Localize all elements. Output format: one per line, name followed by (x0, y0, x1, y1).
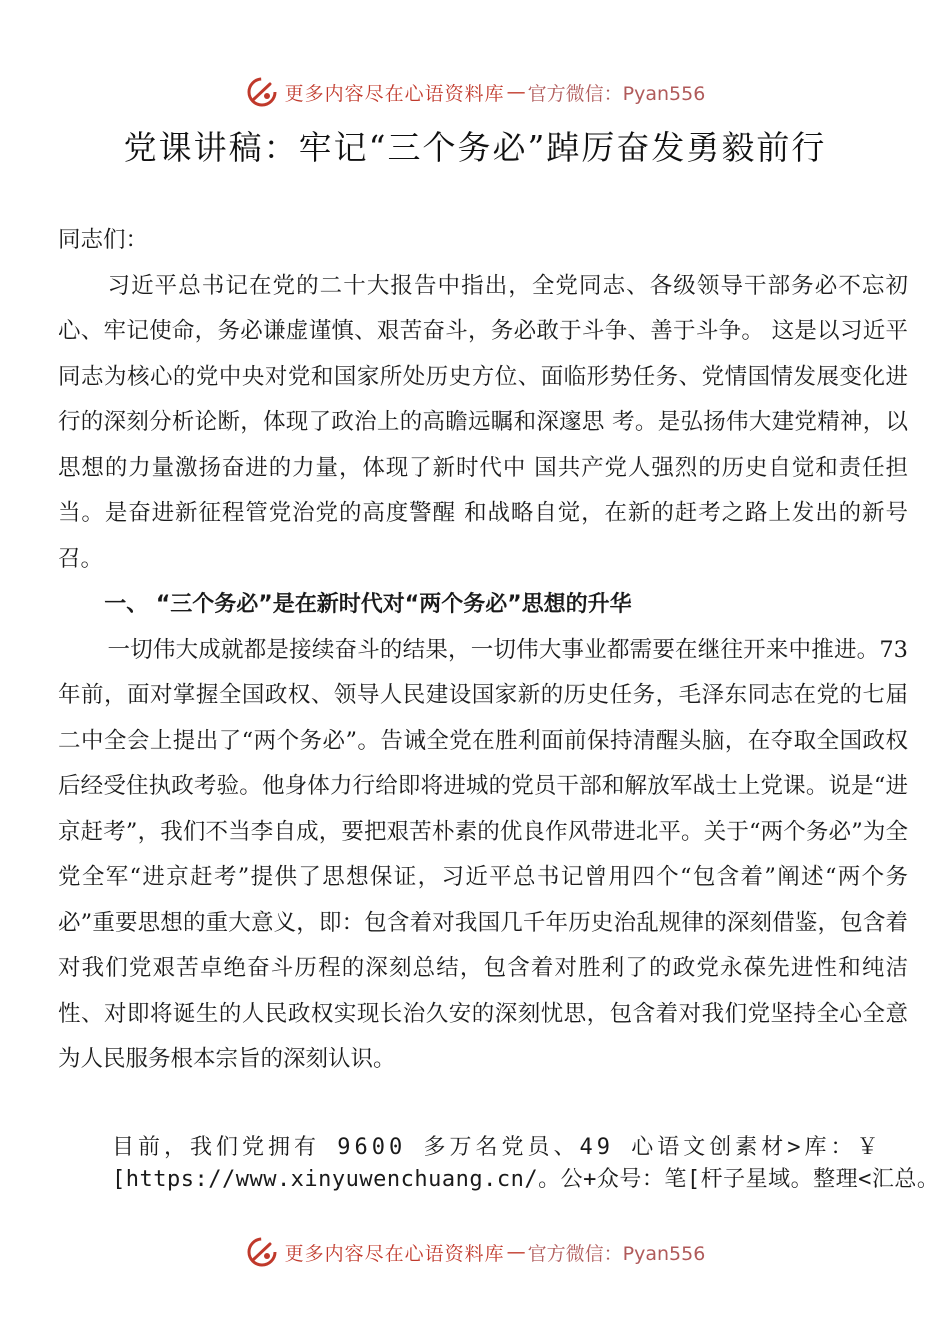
header-watermark-banner (0, 72, 950, 112)
tail-text (112, 1132, 950, 1196)
paragraph-2: 一切伟大成就都是接续奋斗的结果，一切伟大事业都需要在继往开来中推进。73 年前，面对掌握全国政权、领导人民建设国家新的历史任务，毛泽东同志在党的七届二中全会上提出了“两个务必”。告诫全党在胜利面前保持清醒头脑，在夺取全国政权后经受住执政考验。他身体力行给即将进城的党员干部和解放军战士上党课。说是“进京赶考”，我们不当李自成，要把艰苦朴素的优良作风带进北平。关于“两个务必”为全党全军“进京赶考”提供了思想保证，习近平总书记曾用四个“包含着”阐述“两个务必”重要思想的重大意义，即：包含着对我国几千年历史治乱规律的深刻借鉴，包含着对我们党艰苦卓绝奋斗历程的深刻总结，包含着对胜利了的政党永葆先进性和纯洁性、对即将诞生的人民政权实现长治久安的深刻忧思，包含着对我们党坚持全心全意为人民服务根本宗旨的深刻认识。 (58, 636, 908, 1072)
page-title: 党课讲稿：牢记“三个务必”踔厉奋发勇毅前行 (123, 128, 827, 167)
brush-seal-icon (245, 75, 279, 109)
banner-separator: — (506, 1241, 526, 1263)
banner-text: 更多内容尽在心语资料库 (284, 82, 505, 105)
banner-separator: — (506, 81, 526, 103)
footer-watermark-banner (0, 1232, 950, 1272)
tail-line-1: 目前，我们党拥有 9600 多万名党员、49 心语文创素材>库：￥ (112, 1135, 883, 1160)
tail-line-2: [https://www.xinyuwenchuang.cn/。公+众号：笔[杆子星域。整理<汇总。 (112, 1167, 940, 1192)
banner-wechat: 官方微信：Pyan556 (527, 82, 706, 105)
paragraph-1: 习近平总书记在党的二十大报告中指出，全党同志、各级领导干部务必不忘初心、牢记使命，务必谦虚谨慎、艰苦奋斗，务必敢于斗争、善于斗争。 这是以习近平同志为核心的党中央对党和国家所处历史方位、面临形势任务、党情国情发展变化进行的深刻分析论断，体现了政治上的高瞻远瞩和深邃思 考。是弘扬伟大建党精神，以思想的力量激扬奋进的力量，体现了新时代中 国共产党人强烈的历史自觉和责任担当。是奋进新征程管党治党的高度警醒 和战略自觉，在新的赶考之路上发出的新号召。 (58, 272, 908, 572)
banner-text: 更多内容尽在心语资料库 (284, 1242, 505, 1265)
document-body (58, 218, 908, 1083)
banner-wechat: 官方微信：Pyan556 (527, 1242, 706, 1265)
brush-seal-icon (245, 1235, 279, 1269)
salutation: 同志们： (58, 227, 149, 253)
section-heading-1: 一、 “三个务必”是在新时代对“两个务必”思想的升华 (104, 592, 632, 617)
